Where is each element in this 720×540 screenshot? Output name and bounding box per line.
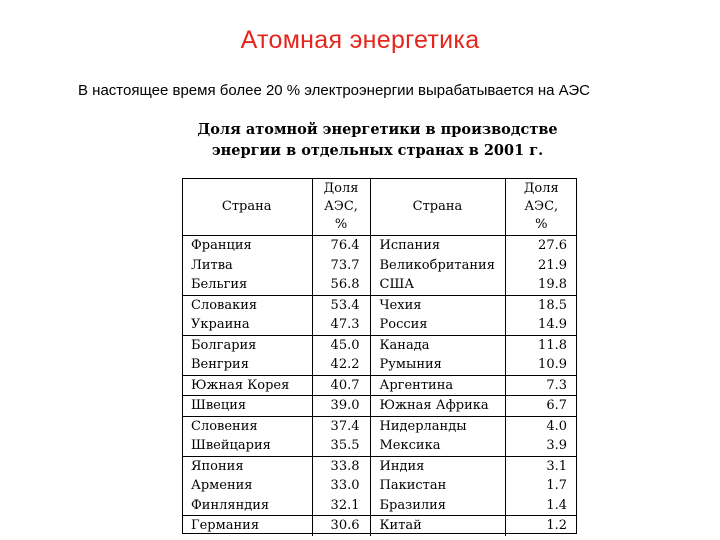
table-row — [182, 256, 577, 276]
country-cell: Великобритания — [370, 256, 505, 276]
share-cell: 3.1 — [505, 456, 577, 476]
share-cell: 33.8 — [312, 456, 370, 476]
table-row — [182, 355, 577, 375]
share-cell: 33.0 — [312, 476, 370, 496]
country-cell: Китай — [370, 516, 505, 536]
share-cell: 56.8 — [312, 275, 370, 295]
country-cell: Словакия — [182, 295, 312, 315]
country-cell: Румыния — [370, 355, 505, 375]
country-cell: Франция — [182, 236, 312, 256]
header-share — [312, 178, 370, 236]
table-row — [182, 436, 577, 456]
table-row — [182, 476, 577, 496]
country-cell: Мексика — [370, 436, 505, 456]
country-cell: Болгария — [182, 335, 312, 355]
table-row — [182, 315, 577, 335]
slide-subtitle: В настоящее время более 20 % электроэнергии вырабатывается на АЭС — [78, 82, 590, 99]
share-cell: 3.9 — [546, 438, 567, 453]
table-row — [182, 335, 577, 355]
table-row — [182, 375, 577, 396]
country-cell: Бразилия — [370, 496, 505, 516]
header-share-line: АЭС, — [524, 198, 559, 214]
header-share-line: Доля — [323, 180, 359, 196]
header-share — [505, 178, 577, 236]
table-row — [182, 496, 577, 516]
country-cell: Швейцария — [182, 436, 312, 456]
share-cell: 35.5 — [312, 436, 370, 456]
country-cell: Южная Африка — [370, 396, 505, 417]
share-cell: 1.4 — [546, 497, 567, 513]
table-row — [182, 236, 577, 256]
country-cell: Армения — [182, 476, 312, 496]
country-cell: США — [370, 275, 505, 295]
table-caption — [180, 119, 575, 161]
country-cell: Южная Корея — [182, 375, 312, 396]
header-share-line: % — [334, 216, 348, 232]
country-cell: Швеция — [182, 396, 312, 417]
share-cell: 47.3 — [312, 315, 370, 335]
slide-title: Атомная энергетика — [240, 26, 480, 54]
table-row — [182, 295, 577, 315]
header-share-line: % — [535, 216, 548, 232]
table-caption-line: Доля атомной энергетики в производстве — [197, 121, 558, 138]
country-cell: Пакистан — [370, 476, 505, 496]
share-cell: 4.0 — [505, 416, 577, 436]
share-cell: 40.7 — [312, 375, 370, 396]
share-cell: 1.7 — [546, 478, 567, 493]
country-cell: Япония — [182, 456, 312, 476]
country-cell: Россия — [370, 315, 505, 335]
nuclear-share-table — [182, 178, 577, 536]
share-cell: 76.4 — [312, 236, 370, 256]
country-cell: Индия — [370, 456, 505, 476]
country-cell: Венгрия — [182, 355, 312, 375]
share-cell: 27.6 — [538, 238, 567, 253]
country-cell: Германия — [182, 516, 312, 536]
country-cell: Испания — [370, 236, 505, 256]
share-cell: 53.4 — [312, 295, 370, 315]
share-cell: 30.6 — [312, 516, 370, 536]
country-cell: Словения — [182, 416, 312, 436]
country-cell: Чехия — [370, 295, 505, 315]
share-cell: 19.8 — [538, 277, 567, 292]
share-cell: 18.5 — [505, 295, 577, 315]
country-cell: Литва — [182, 256, 312, 276]
share-cell: 45.0 — [312, 335, 370, 355]
table-row — [182, 396, 577, 417]
header-share-line: АЭС, — [324, 198, 358, 214]
table-row — [182, 516, 577, 536]
table-caption-line: энергии в отдельных странах в 2001 г. — [211, 142, 544, 159]
share-cell: 39.0 — [312, 396, 370, 417]
header-country: Страна — [182, 178, 312, 236]
share-cell: 32.1 — [312, 496, 370, 516]
country-cell: Украина — [182, 315, 312, 335]
share-cell: 11.8 — [505, 335, 577, 355]
country-cell: Нидерланды — [370, 416, 505, 436]
header-country: Страна — [370, 178, 505, 236]
share-cell: 7.3 — [505, 375, 577, 396]
share-cell: 1.2 — [505, 516, 577, 536]
share-cell: 6.7 — [505, 396, 577, 417]
table-row — [182, 416, 577, 436]
table-row — [182, 456, 577, 476]
country-cell: Финляндия — [182, 496, 312, 516]
share-cell: 42.2 — [312, 355, 370, 375]
country-cell: Аргентина — [370, 375, 505, 396]
share-cell: 21.9 — [538, 257, 567, 273]
table-header-row — [182, 178, 577, 236]
share-cell: 37.4 — [312, 416, 370, 436]
header-share-line: Доля — [523, 180, 559, 196]
table-body — [182, 236, 577, 536]
share-cell: 10.9 — [538, 357, 567, 372]
table-row — [182, 275, 577, 295]
country-cell: Канада — [370, 335, 505, 355]
share-cell: 14.9 — [538, 317, 567, 332]
country-cell: Бельгия — [182, 275, 312, 295]
share-cell: 73.7 — [312, 256, 370, 276]
